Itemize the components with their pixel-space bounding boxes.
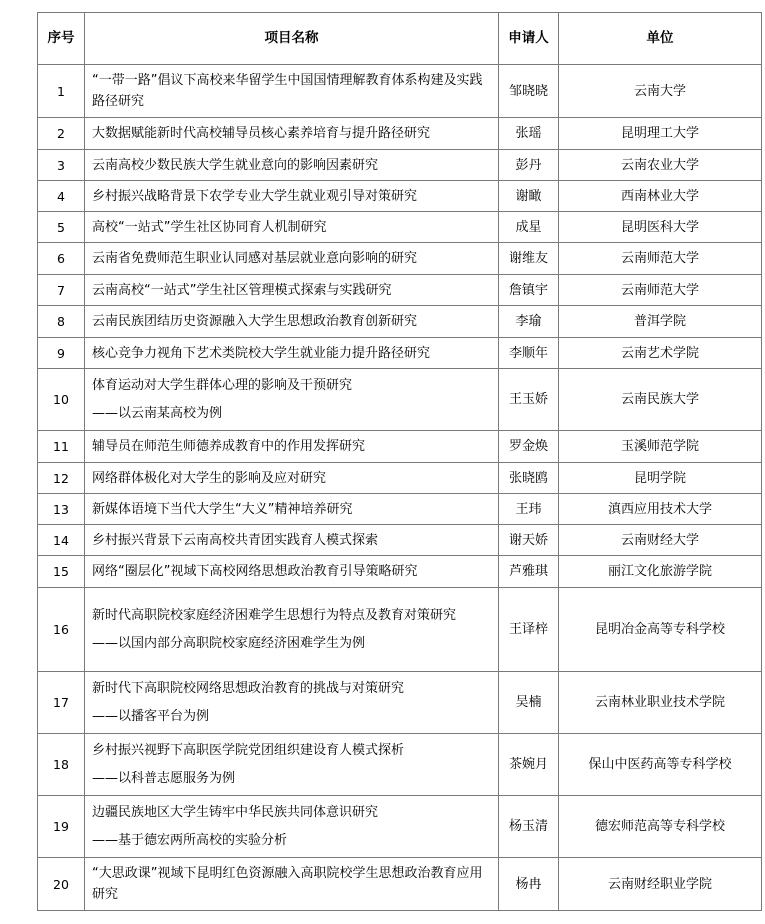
cell-unit: 保山中医药高等专科学校 [559, 734, 762, 796]
project-title: 新时代下高职院校网络思想政治教育的挑战与对策研究 [92, 681, 405, 696]
cell-applicant: 邹晓晓 [499, 65, 559, 118]
cell-unit: 昆明理工大学 [559, 118, 762, 150]
table-row [38, 463, 762, 494]
cell-no: 14 [38, 525, 85, 556]
cell-project-name [85, 525, 499, 556]
project-title: 新媒体语境下当代大学生“大义”精神培养研究 [92, 501, 353, 517]
cell-project-name [85, 369, 499, 431]
cell-no: 12 [38, 463, 85, 494]
table-row [38, 338, 762, 369]
table-row [38, 306, 762, 338]
cell-project-name [85, 212, 499, 243]
cell-unit: 昆明冶金高等专科学校 [559, 588, 762, 672]
cell-project-name [85, 65, 499, 118]
cell-project-name [85, 181, 499, 212]
cell-project-name [85, 672, 499, 734]
cell-no: 3 [38, 150, 85, 181]
table-row [38, 672, 762, 734]
cell-project-name [85, 118, 499, 150]
project-table [37, 12, 762, 911]
project-subtitle: ——以国内部分高职院校家庭经济困难学生为例 [92, 636, 366, 651]
project-title: 网络群体极化对大学生的影响及应对研究 [92, 470, 327, 486]
cell-project-name [85, 588, 499, 672]
cell-applicant: 张瑶 [499, 118, 559, 150]
project-title: 云南高校少数民族大学生就业意向的影响因素研究 [92, 157, 379, 173]
project-title: “一带一路”倡议下高校来华留学生中国国情理解教育体系构建及实践路径研究 [92, 73, 483, 109]
cell-unit: 昆明学院 [559, 463, 762, 494]
cell-applicant: 杨玉清 [499, 796, 559, 858]
table-row [38, 369, 762, 431]
header-row [38, 13, 762, 65]
cell-applicant: 谢瞰 [499, 181, 559, 212]
cell-no: 4 [38, 181, 85, 212]
cell-project-name [85, 463, 499, 494]
cell-applicant: 成星 [499, 212, 559, 243]
table-row [38, 181, 762, 212]
cell-applicant: 谢维友 [499, 243, 559, 275]
table-row [38, 588, 762, 672]
project-subtitle: ——以播客平台为例 [92, 709, 210, 724]
cell-unit: 西南林业大学 [559, 181, 762, 212]
cell-no: 2 [38, 118, 85, 150]
cell-no: 17 [38, 672, 85, 734]
cell-unit: 云南大学 [559, 65, 762, 118]
cell-applicant: 王玮 [499, 494, 559, 525]
cell-applicant: 王玉娇 [499, 369, 559, 431]
project-title: 云南民族团结历史资源融入大学生思想政治教育创新研究 [92, 314, 418, 329]
table-row [38, 858, 762, 911]
cell-project-name [85, 734, 499, 796]
cell-unit: 云南艺术学院 [559, 338, 762, 369]
cell-applicant: 茶婉月 [499, 734, 559, 796]
cell-no: 6 [38, 243, 85, 275]
cell-unit: 玉溪师范学院 [559, 431, 762, 463]
cell-unit: 云南农业大学 [559, 150, 762, 181]
project-title: 乡村振兴战略背景下农学专业大学生就业观引导对策研究 [92, 188, 418, 204]
project-title: 云南高校“一站式”学生社区管理模式探索与实践研究 [92, 282, 392, 298]
project-title: 大数据赋能新时代高校辅导员核心素养培育与提升路径研究 [92, 126, 431, 141]
header-no: 序号 [38, 13, 85, 65]
cell-no: 15 [38, 556, 85, 588]
table-row [38, 494, 762, 525]
cell-project-name [85, 150, 499, 181]
cell-no: 11 [38, 431, 85, 463]
cell-no: 7 [38, 275, 85, 306]
cell-unit: 云南师范大学 [559, 243, 762, 275]
cell-unit: 云南民族大学 [559, 369, 762, 431]
table-row [38, 556, 762, 588]
project-title: 网络“圈层化”视域下高校网络思想政治教育引导策略研究 [92, 564, 418, 579]
project-subtitle: ——基于德宏两所高校的实验分析 [92, 833, 288, 848]
cell-no: 20 [38, 858, 85, 911]
cell-project-name [85, 494, 499, 525]
cell-no: 8 [38, 306, 85, 338]
cell-applicant: 吴楠 [499, 672, 559, 734]
header-applicant: 申请人 [499, 13, 559, 65]
cell-no: 13 [38, 494, 85, 525]
cell-project-name [85, 243, 499, 275]
cell-applicant: 芦雅琪 [499, 556, 559, 588]
cell-applicant: 谢天娇 [499, 525, 559, 556]
header-name: 项目名称 [85, 13, 499, 65]
cell-applicant: 张晓鸥 [499, 463, 559, 494]
cell-no: 18 [38, 734, 85, 796]
table-row [38, 734, 762, 796]
cell-applicant: 杨冉 [499, 858, 559, 911]
cell-applicant: 李顺年 [499, 338, 559, 369]
cell-unit: 昆明医科大学 [559, 212, 762, 243]
project-title: 乡村振兴背景下云南高校共青团实践育人模式探索 [92, 532, 379, 548]
table-row [38, 796, 762, 858]
project-title: 新时代高职院校家庭经济困难学生思想行为特点及教育对策研究 [92, 608, 457, 623]
table-row [38, 243, 762, 275]
cell-unit: 云南财经职业学院 [559, 858, 762, 911]
header-unit: 单位 [559, 13, 762, 65]
cell-applicant: 彭丹 [499, 150, 559, 181]
cell-no: 1 [38, 65, 85, 118]
project-title: 辅导员在师范生师德养成教育中的作用发挥研究 [92, 439, 366, 454]
cell-project-name [85, 338, 499, 369]
table-row [38, 118, 762, 150]
cell-applicant: 詹镇宇 [499, 275, 559, 306]
table-row [38, 431, 762, 463]
cell-applicant: 王译梓 [499, 588, 559, 672]
cell-no: 5 [38, 212, 85, 243]
project-subtitle: ——以云南某高校为例 [92, 406, 223, 421]
cell-applicant: 李瑜 [499, 306, 559, 338]
cell-project-name [85, 858, 499, 911]
table-row [38, 525, 762, 556]
cell-project-name [85, 431, 499, 463]
project-subtitle: ——以科普志愿服务为例 [92, 771, 236, 786]
cell-applicant: 罗金焕 [499, 431, 559, 463]
table-body [38, 65, 762, 911]
cell-unit: 丽江文化旅游学院 [559, 556, 762, 588]
cell-unit: 滇西应用技术大学 [559, 494, 762, 525]
cell-no: 9 [38, 338, 85, 369]
project-title: 核心竞争力视角下艺术类院校大学生就业能力提升路径研究 [92, 345, 431, 361]
cell-project-name [85, 275, 499, 306]
cell-project-name [85, 556, 499, 588]
project-title: “大思政课”视域下昆明红色资源融入高职院校学生思想政治教育应用研究 [92, 866, 483, 902]
cell-no: 16 [38, 588, 85, 672]
cell-unit: 德宏师范高等专科学校 [559, 796, 762, 858]
project-title: 乡村振兴视野下高职医学院党团组织建设育人模式探析 [92, 743, 405, 758]
table-row [38, 65, 762, 118]
cell-no: 10 [38, 369, 85, 431]
cell-unit: 云南师范大学 [559, 275, 762, 306]
cell-unit: 普洱学院 [559, 306, 762, 338]
cell-unit: 云南财经大学 [559, 525, 762, 556]
table-row [38, 275, 762, 306]
table-row [38, 212, 762, 243]
project-title: 高校“一站式”学生社区协同育人机制研究 [92, 219, 327, 235]
project-title: 体育运动对大学生群体心理的影响及干预研究 [92, 378, 353, 393]
cell-no: 19 [38, 796, 85, 858]
table-row [38, 150, 762, 181]
cell-unit: 云南林业职业技术学院 [559, 672, 762, 734]
project-title: 边疆民族地区大学生铸牢中华民族共同体意识研究 [92, 805, 379, 820]
project-title: 云南省免费师范生职业认同感对基层就业意向影响的研究 [92, 251, 418, 266]
cell-project-name [85, 306, 499, 338]
cell-project-name [85, 796, 499, 858]
